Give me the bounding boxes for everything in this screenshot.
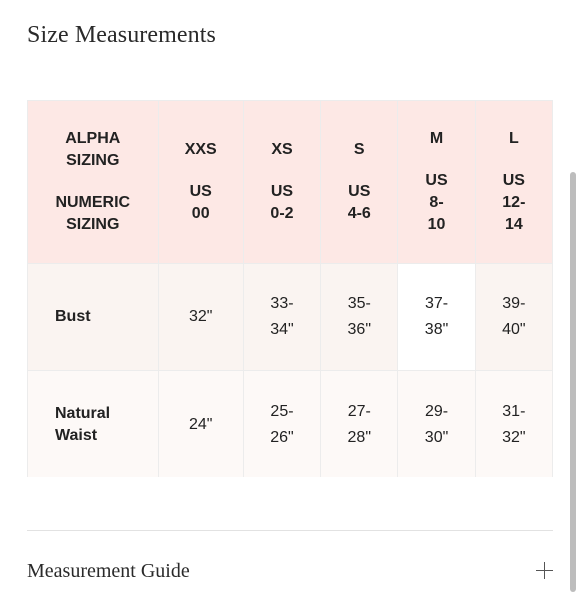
size-table — [27, 100, 553, 477]
scrollbar[interactable] — [570, 172, 576, 592]
measurement-guide-heading[interactable]: Measurement Guide — [27, 560, 190, 582]
header-label-cell — [28, 101, 159, 264]
alpha-size: L — [508, 130, 519, 147]
numeric-size: US 00 — [189, 183, 212, 222]
cell-waist-xs: 25- 26" — [243, 371, 320, 478]
alpha-size: XXS — [184, 141, 217, 158]
size-header-m — [398, 101, 475, 264]
section-divider — [27, 530, 553, 531]
numeric-size: US 8- 10 — [425, 172, 448, 233]
cell-bust-xxs: 32" — [158, 264, 243, 371]
numeric-size: US 0-2 — [270, 183, 294, 222]
cell-bust-s: 35- 36" — [321, 264, 398, 371]
alpha-sizing-label: ALPHA SIZING — [65, 130, 121, 169]
size-header-xxs — [158, 101, 243, 264]
table-row-waist — [28, 371, 553, 478]
alpha-size: XS — [271, 141, 293, 158]
plus-icon[interactable] — [536, 562, 553, 579]
size-header-s — [321, 101, 398, 264]
alpha-size: M — [429, 130, 444, 147]
numeric-size: US 12- 14 — [502, 172, 526, 233]
size-header-xs — [243, 101, 320, 264]
cell-bust-xs: 33- 34" — [243, 264, 320, 371]
cell-waist-xxs: 24" — [158, 371, 243, 478]
page-title: Size Measurements — [27, 22, 216, 48]
table-header-row — [28, 101, 553, 264]
row-label-waist: Natural Waist — [28, 371, 159, 478]
cell-bust-l: 39- 40" — [475, 264, 552, 371]
cell-waist-s: 27- 28" — [321, 371, 398, 478]
size-table-scroll-area[interactable] — [27, 100, 553, 477]
cell-waist-l: 31- 32" — [475, 371, 552, 478]
numeric-sizing-label: NUMERIC SIZING — [55, 194, 131, 233]
alpha-size: S — [353, 141, 365, 158]
cell-bust-m: 37- 38" — [398, 264, 475, 371]
numeric-size: US 4-6 — [347, 183, 371, 222]
row-label-bust: Bust — [28, 264, 159, 371]
cell-waist-m: 29- 30" — [398, 371, 475, 478]
table-row-bust — [28, 264, 553, 371]
size-header-l — [475, 101, 552, 264]
